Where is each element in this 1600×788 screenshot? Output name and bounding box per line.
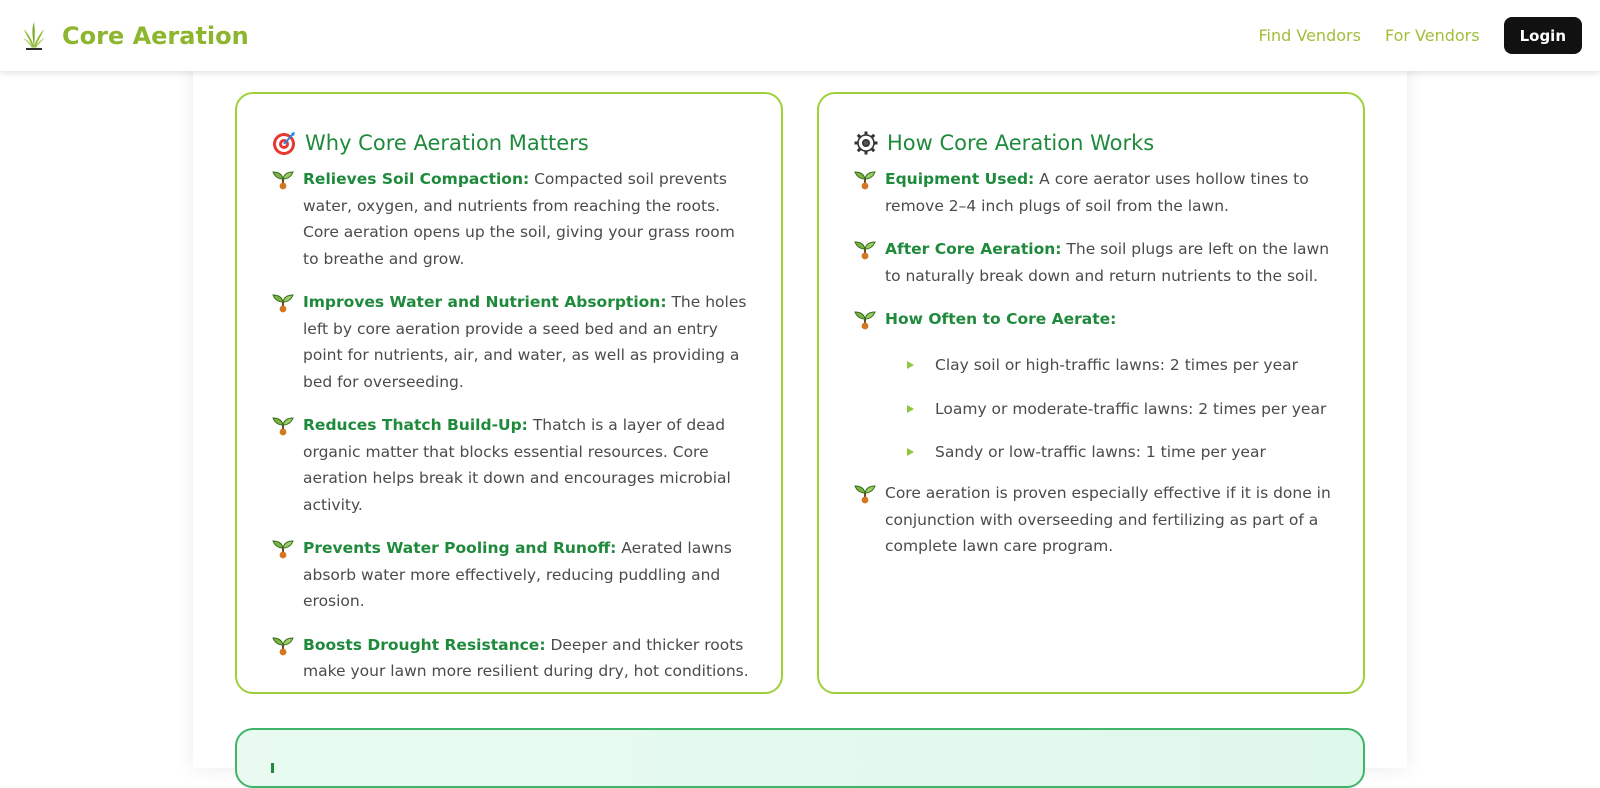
list-item <box>271 535 749 615</box>
item-text: The soil plugs are left on the lawn to naturally break down and return nutrients to the soil. <box>885 240 1330 285</box>
item-text: Compacted soil prevents water, oxygen, and nutrients from reaching the roots. Core aeration opens up the soil, giving your grass room to breathe and grow. <box>303 170 735 268</box>
item-label: After Core Aeration: <box>885 240 1062 258</box>
how-card-title <box>853 130 1331 156</box>
sprout-icon <box>271 167 295 191</box>
sprout-icon <box>853 481 877 505</box>
login-button[interactable]: Login <box>1504 17 1582 54</box>
why-card <box>235 92 783 694</box>
list-item <box>271 289 749 395</box>
closing-text: Core aeration is proven especially effective if it is done in conjunction with overseeding and fertilizing as part of a complete lawn care program. <box>885 484 1331 555</box>
sprout-icon <box>271 633 295 657</box>
item-label: Prevents Water Pooling and Runoff: <box>303 539 617 557</box>
frequency-text: Sandy or low-traffic lawns: 1 time per year <box>935 443 1266 462</box>
item-text: Aerated lawns absorb water more effectively, reducing puddling and erosion. <box>303 539 732 610</box>
triangle-bullet-icon <box>907 448 914 456</box>
nav-find-vendors[interactable]: Find Vendors <box>1258 25 1361 45</box>
next-section-card <box>235 728 1365 788</box>
sprout-icon <box>853 307 877 331</box>
item-label: Equipment Used: <box>885 170 1035 188</box>
frequency-item <box>907 344 1331 388</box>
gear-icon <box>853 130 879 156</box>
item-label: How Often to Core Aerate: <box>885 310 1117 328</box>
brand[interactable] <box>22 20 249 52</box>
frequency-list <box>907 344 1331 475</box>
nav-for-vendors[interactable]: For Vendors <box>1384 25 1480 45</box>
item-text: The holes left by core aeration provide a seed bed and an entry point for nutrients, air, and water, as well as providing a bed for overseeding. <box>303 293 747 391</box>
brand-name: Core Aeration <box>62 22 249 50</box>
item-text: Thatch is a layer of dead organic matter that blocks essential resources. Core aeration helps break it down and encourages microbial activity. <box>303 416 731 514</box>
grass-logo-icon <box>22 20 46 52</box>
item-text: A core aerator uses hollow tines to remove 2–4 inch plugs of soil from the lawn. <box>885 170 1309 215</box>
list-item <box>853 236 1331 289</box>
target-icon <box>271 130 297 156</box>
list-item <box>271 412 749 518</box>
sprout-icon <box>853 237 877 261</box>
top-navbar <box>0 0 1600 71</box>
frequency-text: Loamy or moderate-traffic lawns: 2 times per year <box>935 399 1327 418</box>
frequency-item <box>907 387 1331 431</box>
list-item <box>271 166 749 272</box>
item-label: Reduces Thatch Build-Up: <box>303 416 528 434</box>
sprout-icon <box>853 167 877 191</box>
list-item <box>853 166 1331 219</box>
section-mark <box>271 763 274 773</box>
sprout-icon <box>271 536 295 560</box>
list-item <box>853 480 1331 560</box>
sprout-icon <box>271 290 295 314</box>
item-text: Deeper and thicker roots make your lawn more resilient during dry, hot conditions. <box>303 635 749 680</box>
triangle-bullet-icon <box>907 361 914 369</box>
nav-links <box>1259 17 1582 54</box>
item-label: Relieves Soil Compaction: <box>303 170 530 188</box>
frequency-text: Clay soil or high-traffic lawns: 2 times per year <box>935 356 1298 375</box>
item-label: Boosts Drought Resistance: <box>303 635 546 654</box>
why-card-title <box>271 130 749 156</box>
why-title: Why Core Aeration Matters <box>305 131 589 155</box>
sprout-icon <box>271 413 295 437</box>
triangle-bullet-icon <box>907 405 914 413</box>
item-label: Improves Water and Nutrient Absorption: <box>303 293 667 311</box>
how-card <box>817 92 1365 694</box>
how-title: How Core Aeration Works <box>887 131 1155 155</box>
list-item <box>271 632 749 685</box>
frequency-item <box>907 431 1331 475</box>
list-item <box>853 306 1331 333</box>
